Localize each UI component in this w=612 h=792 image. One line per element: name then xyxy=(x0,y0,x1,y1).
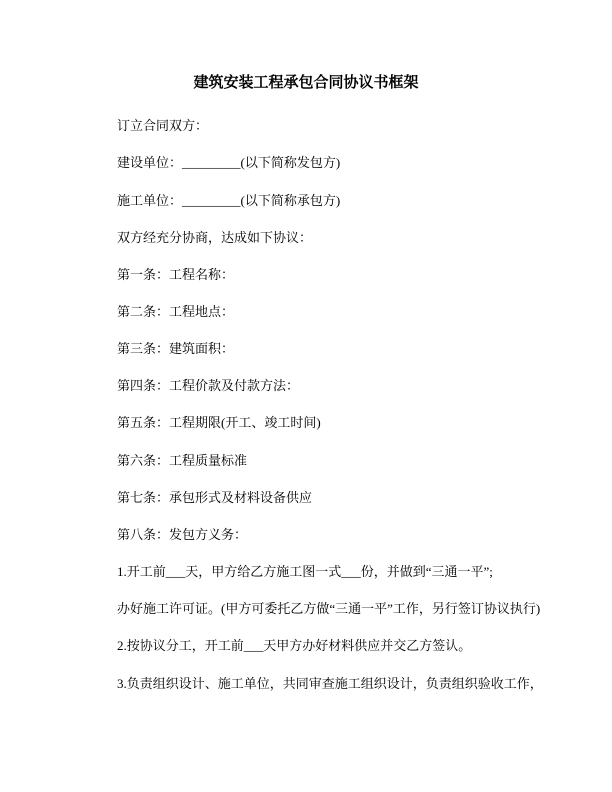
contractor-unit-line: 施工单位：_________(以下简称承包方) xyxy=(117,193,341,208)
article-8-line: 第八条：发包方义务： xyxy=(117,527,248,542)
article-4-line: 第四条：工程价款及付款方法： xyxy=(117,378,300,393)
obligation-2-line: 2.按协议分工，开工前___天甲方办好材料供应并交乙方签认。 xyxy=(117,638,472,653)
article-2-line: 第二条：工程地点： xyxy=(117,304,235,319)
client-unit-line: 建设单位：_________(以下简称发包方) xyxy=(117,155,341,170)
agreement-intro-line: 双方经充分协商，达成如下协议： xyxy=(117,230,313,245)
document-title: 建筑安装工程承包合同协议书框架 xyxy=(193,75,419,91)
article-1-line: 第一条：工程名称： xyxy=(117,267,235,282)
article-6-line: 第六条：工程质量标准 xyxy=(117,453,248,468)
obligation-3-line: 3.负责组织设计、施工单位，共同审查施工组织设计，负责组织验收工作， xyxy=(117,676,543,691)
article-5-line: 第五条：工程期限(开工、竣工时间) xyxy=(117,415,321,430)
article-3-line: 第三条：建筑面积： xyxy=(117,341,235,356)
obligation-1-line: 1.开工前___天，甲方给乙方施工图一式___份，并做到“三通一平”; xyxy=(117,564,493,579)
obligation-1-continued-line: 办好施工许可证。(甲方可委托乙方做“三通一平”工作，另行签订协议执行) xyxy=(117,601,541,616)
contract-parties-heading: 订立合同双方： xyxy=(117,118,209,133)
article-7-line: 第七条：承包形式及材料设备供应 xyxy=(117,490,313,505)
